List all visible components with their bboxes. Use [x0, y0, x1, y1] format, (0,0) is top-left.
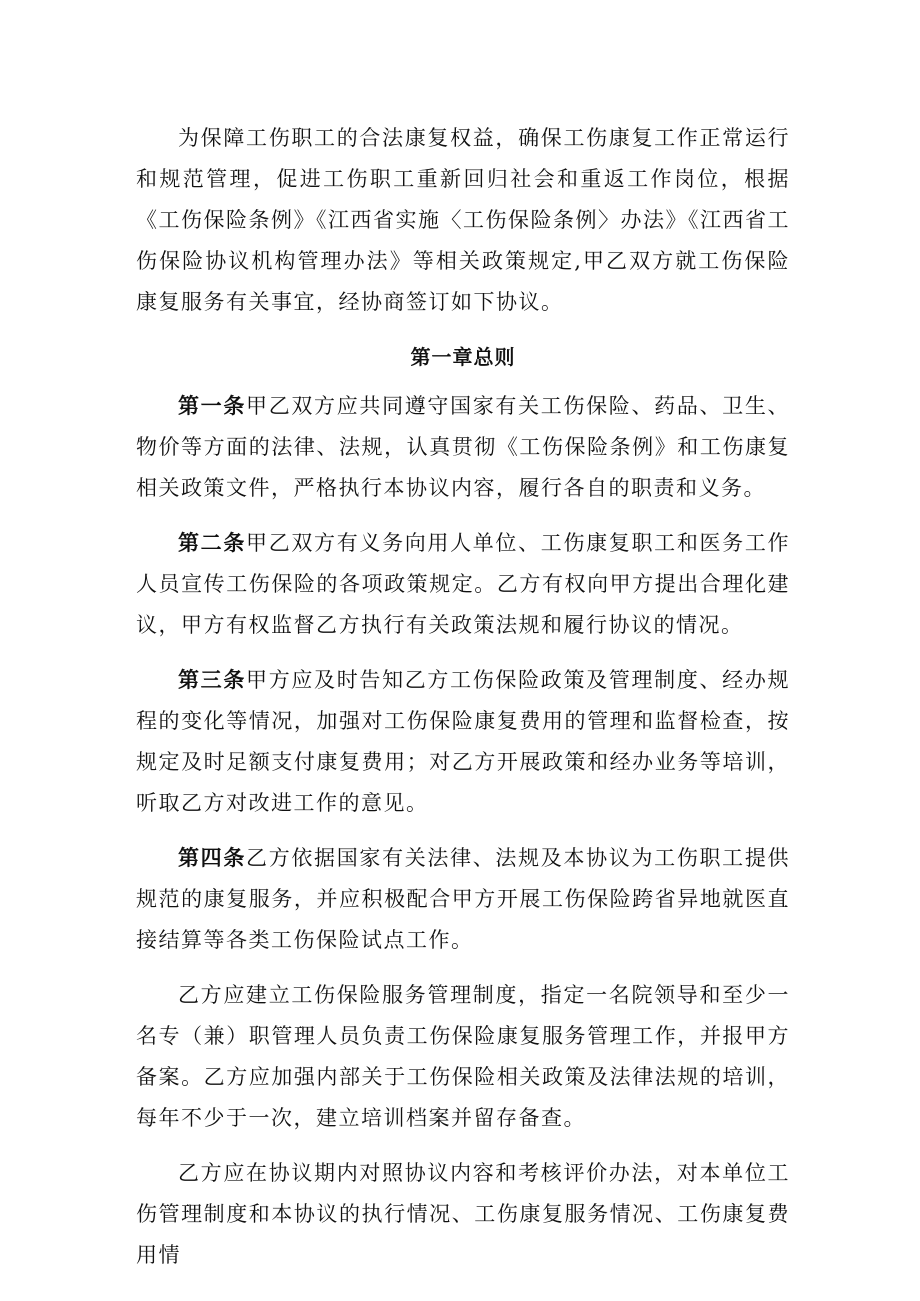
- paragraph-management-system: 乙方应建立工伤保险服务管理制度，指定一名院领导和至少一名专（兼）职管理人员负责工伤保险康复服务管理工作，并报甲方备案。乙方应加强内部关于工伤保险相关政策及法律法规的培训，每年不少于一次，建立培训档案并留存备查。: [136, 983, 790, 1130]
- article-1-label: 第一条: [178, 394, 247, 418]
- article-4-label: 第四条: [178, 846, 247, 870]
- article-4-text: 乙方依据国家有关法律、法规及本协议为工伤职工提供规范的康复服务，并应积极配合甲方开展工伤保险跨省异地就医直接结算等各类工伤保险试点工作。: [136, 846, 791, 952]
- article-4: [136, 838, 790, 961]
- article-1-text: 甲乙双方应共同遵守国家有关工伤保险、药品、卫生、物价等方面的法律、法规，认真贯彻《工伤保险条例》和工伤康复相关政策文件，严格执行本协议内容，履行各自的职责和义务。: [136, 394, 791, 500]
- intro-paragraph: 为保障工伤职工的合法康复权益，确保工伤康复工作正常运行和规范管理，促进工伤职工重新回归社会和重返工作岗位，根据《工伤保险条例》《江西省实施〈工伤保险条例〉办法》《江西省工伤保险协议机构管理办法》等相关政策规定,甲乙双方就工伤保险康复服务有关事宜，经协商签订如下协议。: [136, 126, 790, 314]
- paragraph-self-assessment: 乙方应在协议期内对照协议内容和考核评价办法，对本单位工伤管理制度和本协议的执行情况、工伤康复服务情况、工伤康复费用情: [136, 1161, 790, 1267]
- article-3: [136, 660, 790, 824]
- article-2: [136, 523, 790, 646]
- document-body: [136, 118, 790, 1290]
- chapter-title: 第一章总则: [410, 345, 516, 369]
- article-1: [136, 386, 790, 509]
- article-2-text: 甲乙双方有义务向用人单位、工伤康复职工和医务工作人员宣传工伤保险的各项政策规定。乙方有权向甲方提出合理化建议，甲方有权监督乙方执行有关政策法规和履行协议的情况。: [136, 531, 791, 637]
- article-3-text: 甲方应及时告知乙方工伤保险政策及管理制度、经办规程的变化等情况，加强对工伤保险康复费用的管理和监督检查，按规定及时足额支付康复费用；对乙方开展政策和经办业务等培训，听取乙方对改进工作的意见。: [136, 668, 791, 815]
- article-2-label: 第二条: [178, 531, 247, 555]
- article-3-label: 第三条: [178, 668, 247, 692]
